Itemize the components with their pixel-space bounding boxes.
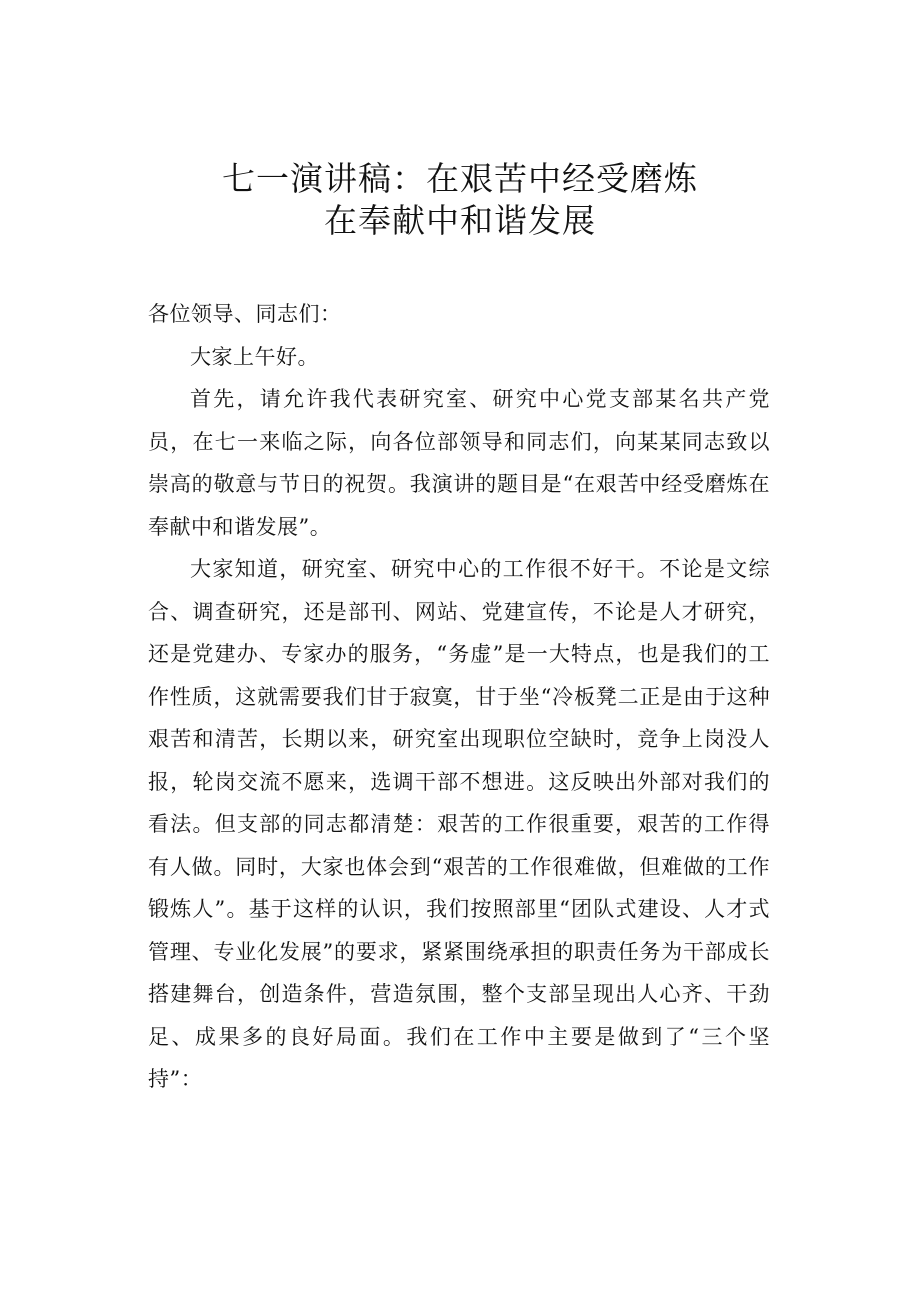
paragraph-greeting: 大家上午好。 <box>190 344 319 369</box>
salutation: 各位领导、同志们： <box>148 302 342 326</box>
document-body <box>148 293 770 1101</box>
title-line-2: 在奉献中和谐发展 <box>324 201 596 240</box>
paragraph-introduction: 首先，请允许我代表研究室、研究中心党支部某名共产党员，在七一来临之际，向各位部领导和同志们，向某某同志致以崇高的敬意与节日的祝贺。我演讲的题目是“在艰苦中经受磨炼在奉献中和谐发展”。 <box>148 387 770 539</box>
document-title <box>140 158 780 242</box>
title-line-1: 七一演讲稿：在艰苦中经受磨炼 <box>222 159 698 198</box>
paragraph-work-overview: 大家知道，研究室、研究中心的工作很不好干。不论是文综合、调查研究，还是部刊、网站、党建宣传，不论是人才研究，还是党建办、专家办的服务，“务虚”是一大特点，也是我们的工作性质，这就需要我们甘于寂寞，甘于坐“冷板凳二正是由于这种艰苦和清苦，长期以来，研究室出现职位空缺时，竞争上岗没人报，轮岗交流不愿来，选调干部不想进。这反映出外部对我们的看法。但支部的同志都清楚：艰苦的工作很重要，艰苦的工作得有人做。同时，大家也体会到“艰苦的工作很难做，但难做的工作锻炼人”。基于这样的认识，我们按照部里“团队式建设、人才式管理、专业化发展”的要求，紧紧围绕承担的职责任务为干部成长搭建舞台，创造条件，营造氛围，整个支部呈现出人心齐、干劲足、成果多的良好局面。我们在工作中主要是做到了“三个坚持”： <box>148 557 770 1091</box>
